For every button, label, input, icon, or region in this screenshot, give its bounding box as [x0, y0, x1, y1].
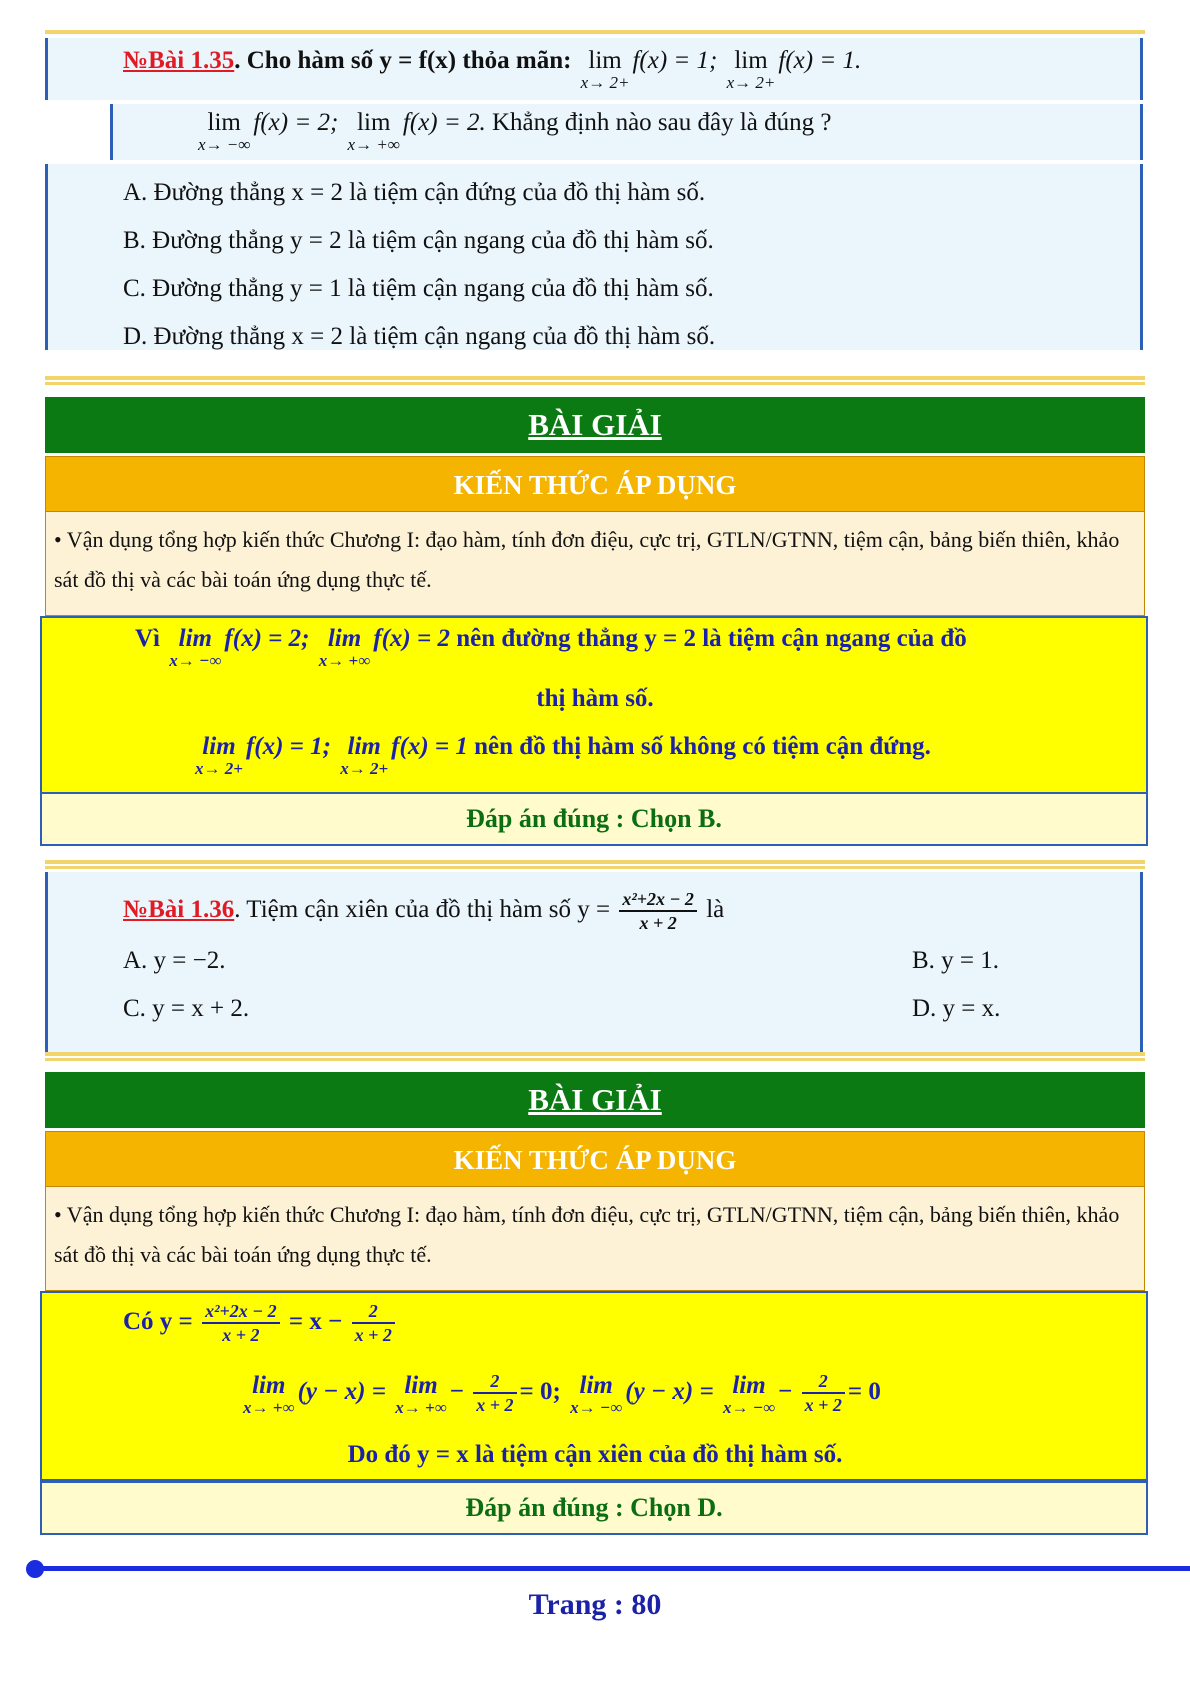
sol135-answer: Đáp án đúng : Chọn B.: [40, 792, 1148, 846]
q136-top-gold-rule: [45, 860, 1145, 864]
sol135-line1b: thị hàm số.: [536, 685, 654, 712]
sol136-line1: Có y = $\frac{\text{x²+2x − 2}}{x + 2}$ = x − $\frac{2}{x + 2}$: [123, 1294, 398, 1350]
sol136-header: BÀI GIẢI: [45, 1072, 1145, 1128]
sol135-line1: Vì lim x→ −∞ f(x) = 2; lim x→ +∞ f(x) = 2 nên đường thẳng y = 2 là tiệm cận ngang của đồ: [135, 625, 967, 670]
sol136-answer: Đáp án đúng : Chọn D.: [40, 1481, 1148, 1535]
q136-number: №Bài 1.36: [123, 896, 235, 923]
q135-stem-line1: №Bài 1.35. Cho hàm số y = f(x) thỏa mãn: lim x→ 2+ f(x) = 1; lim x→ 2+ f(x) = 1.: [123, 47, 862, 92]
sol135-header: BÀI GIẢI: [45, 397, 1145, 453]
sol136-line2: lim x→ +∞ (y − x) = lim x→ +∞ − $\frac{2}{x + 2}$ = 0; lim x→ −∞ (y − x) = lim x→ −∞ − $\frac{2}{x + 2}$ = 0: [243, 1371, 881, 1418]
sol135-knowledge: • Vận dụng tổng hợp kiến thức Chương I: đạo hàm, tính đơn điệu, cực trị, GTLN/GTNN, tiệm cận, bảng biến thiên, khảo sát đồ thị và các bài toán ứng dụng thực tế.: [45, 512, 1145, 616]
q135-question: Khẳng định nào sau đây là đúng ?: [491, 109, 832, 136]
q135-bottom-gold-rule: [45, 376, 1145, 380]
q135-option-d: D. Đường thẳng x = 2 là tiệm cận ngang của đồ thị hàm số.: [123, 323, 716, 350]
q136-option-c: C. y = x + 2.: [123, 995, 250, 1022]
sol135-line2: lim x→ 2+ f(x) = 1; lim x→ 2+ f(x) = 1 nên đồ thị hàm số không có tiệm cận đứng.: [195, 733, 931, 778]
sol136-conclusion: Do đó y = x là tiệm cận xiên của đồ thị hàm số.: [347, 1441, 843, 1468]
q135-stem-line2: lim x→ −∞ f(x) = 2; lim x→ +∞ f(x) = 2. Khẳng định nào sau đây là đúng ?: [198, 109, 832, 154]
q136-option-a: A. y = −2.: [123, 947, 226, 974]
q136-stem: №Bài 1.36. Tiệm cận xiên của đồ thị hàm số y = $\frac{\text{x²+2x − 2}}{x + 2}$ là: [123, 889, 725, 934]
top-gold-rule: [45, 30, 1145, 34]
sol136-knowledge: • Vận dụng tổng hợp kiến thức Chương I: đạo hàm, tính đơn điệu, cực trị, GTLN/GTNN, tiệm cận, bảng biến thiên, khảo sát đồ thị và các bài toán ứng dụng thực tế.: [45, 1187, 1145, 1291]
q136-bottom-gold-rule: [45, 1052, 1145, 1056]
q135-option-a: A. Đường thẳng x = 2 là tiệm cận đứng của đồ thị hàm số.: [123, 179, 706, 206]
q136-option-d: D. y = x.: [912, 995, 1001, 1022]
footer-rule: [34, 1566, 1190, 1571]
q135-option-c: C. Đường thẳng y = 1 là tiệm cận ngang của đồ thị hàm số.: [123, 275, 714, 302]
sol136-subheader: KIẾN THỨC ÁP DỤNG: [45, 1131, 1145, 1187]
page-number: Trang : 80: [528, 1588, 662, 1621]
sol135-subheader: KIẾN THỨC ÁP DỤNG: [45, 456, 1145, 512]
q135-number: №Bài 1.35: [123, 47, 235, 74]
q136-option-b: B. y = 1.: [912, 947, 1000, 974]
q135-option-b: B. Đường thẳng y = 2 là tiệm cận ngang của đồ thị hàm số.: [123, 227, 714, 254]
q136-fraction: $\frac{\text{x²+2x − 2}}{x + 2}$: [619, 888, 697, 934]
